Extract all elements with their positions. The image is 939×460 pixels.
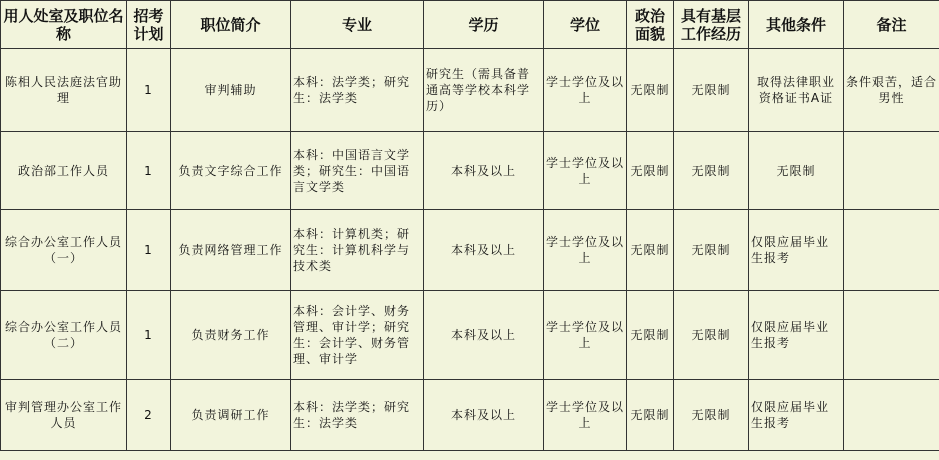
cell-degree: 学士学位及以上 (544, 380, 627, 451)
cell-degree: 学士学位及以上 (544, 210, 627, 291)
cell-other: 无限制 (749, 132, 844, 210)
cell-dept-position: 陈相人民法庭法官助理 (1, 49, 127, 132)
cell-political: 无限制 (627, 132, 674, 210)
table-row (1, 380, 939, 451)
cell-education: 本科及以上 (424, 210, 544, 291)
cell-intro: 负责网络管理工作 (171, 210, 291, 291)
cell-other: 仅限应届毕业生报考 (749, 210, 844, 291)
cell-remarks (844, 291, 939, 380)
table-row (1, 132, 939, 210)
cell-degree: 学士学位及以上 (544, 132, 627, 210)
cell-other: 仅限应届毕业生报考 (749, 380, 844, 451)
cell-political: 无限制 (627, 210, 674, 291)
cell-remarks (844, 210, 939, 291)
cell-plan: 1 (127, 291, 171, 380)
cell-major: 本科：法学类；研究生：法学类 (291, 49, 424, 132)
cell-grassroots: 无限制 (674, 132, 749, 210)
cell-grassroots: 无限制 (674, 210, 749, 291)
cell-intro: 负责财务工作 (171, 291, 291, 380)
cell-remarks (844, 380, 939, 451)
header-dept-position: 用人处室及职位名称 (1, 1, 127, 49)
cell-dept-position: 综合办公室工作人员（一） (1, 210, 127, 291)
cell-plan: 1 (127, 210, 171, 291)
header-education: 学历 (424, 1, 544, 49)
cell-education: 本科及以上 (424, 132, 544, 210)
cell-plan: 1 (127, 132, 171, 210)
table-row (1, 291, 939, 380)
cell-other: 仅限应届毕业生报考 (749, 291, 844, 380)
header-remarks: 备注 (844, 1, 939, 49)
cell-education: 研究生（需具备普通高等学校本科学历） (424, 49, 544, 132)
table-row (1, 49, 939, 132)
cell-major: 本科：中国语言文学类；研究生：中国语言文学类 (291, 132, 424, 210)
cell-major: 本科：法学类；研究生：法学类 (291, 380, 424, 451)
cell-other: 取得法律职业资格证书A证 (749, 49, 844, 132)
header-intro: 职位简介 (171, 1, 291, 49)
cell-grassroots: 无限制 (674, 291, 749, 380)
header-other: 其他条件 (749, 1, 844, 49)
cell-political: 无限制 (627, 49, 674, 132)
cell-grassroots: 无限制 (674, 49, 749, 132)
header-grassroots: 具有基层工作经历 (674, 1, 749, 49)
cell-intro: 审判辅助 (171, 49, 291, 132)
cell-education: 本科及以上 (424, 380, 544, 451)
header-major: 专业 (291, 1, 424, 49)
header-plan: 招考计划 (127, 1, 171, 49)
cell-plan: 2 (127, 380, 171, 451)
header-row (1, 1, 939, 49)
cell-dept-position: 政治部工作人员 (1, 132, 127, 210)
header-political: 政治面貌 (627, 1, 674, 49)
cell-remarks (844, 132, 939, 210)
cell-degree: 学士学位及以上 (544, 291, 627, 380)
cell-remarks: 条件艰苦，适合男性 (844, 49, 939, 132)
cell-political: 无限制 (627, 291, 674, 380)
cell-political: 无限制 (627, 380, 674, 451)
cell-education: 本科及以上 (424, 291, 544, 380)
cell-major: 本科：会计学、财务管理、审计学；研究生：会计学、财务管理、审计学 (291, 291, 424, 380)
cell-degree: 学士学位及以上 (544, 49, 627, 132)
cell-grassroots: 无限制 (674, 380, 749, 451)
cell-plan: 1 (127, 49, 171, 132)
table-row (1, 210, 939, 291)
cell-major: 本科：计算机类；研究生：计算机科学与技术类 (291, 210, 424, 291)
cell-intro: 负责调研工作 (171, 380, 291, 451)
cell-intro: 负责文字综合工作 (171, 132, 291, 210)
header-degree: 学位 (544, 1, 627, 49)
cell-dept-position: 审判管理办公室工作人员 (1, 380, 127, 451)
cell-dept-position: 综合办公室工作人员（二） (1, 291, 127, 380)
